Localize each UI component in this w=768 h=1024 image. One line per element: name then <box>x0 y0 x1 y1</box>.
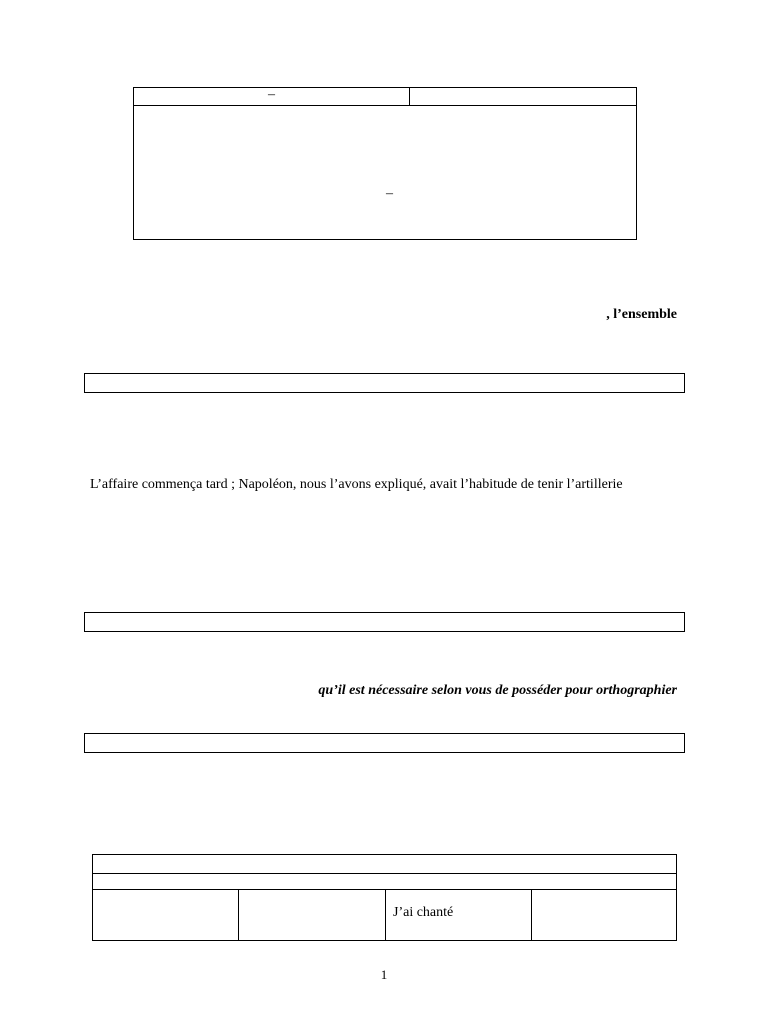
conjugation-cell-3[interactable] <box>386 890 532 940</box>
conjugation-cell-3-text: J’ai chanté <box>393 905 454 920</box>
answer-box-2[interactable] <box>84 612 685 632</box>
conjugation-cell-2[interactable] <box>239 890 386 940</box>
header-cell-right <box>410 88 636 105</box>
answer-box-1[interactable] <box>84 373 685 393</box>
question-2-text: L’affaire commença tard ; Napoléon, nous l’avons expliqué, avait l’habitude de tenir l’artillerie <box>90 477 623 492</box>
header-cell-left: – <box>134 88 410 105</box>
question-1-text: , l’ensemble <box>606 307 677 322</box>
header-table <box>133 87 637 240</box>
conjugation-table <box>92 854 677 941</box>
question-3-text: qu’il est nécessaire selon vous de posséder pour orthographier <box>318 683 677 698</box>
header-table-top-row <box>134 88 636 106</box>
page-number: 1 <box>380 967 388 982</box>
conjugation-cell-1[interactable] <box>93 890 239 940</box>
header-body-dash: – <box>386 186 393 201</box>
conjugation-cell-4[interactable] <box>532 890 676 940</box>
answer-box-3[interactable] <box>84 733 685 753</box>
conjugation-table-row-1 <box>93 855 676 874</box>
conjugation-table-row-2 <box>93 873 676 890</box>
